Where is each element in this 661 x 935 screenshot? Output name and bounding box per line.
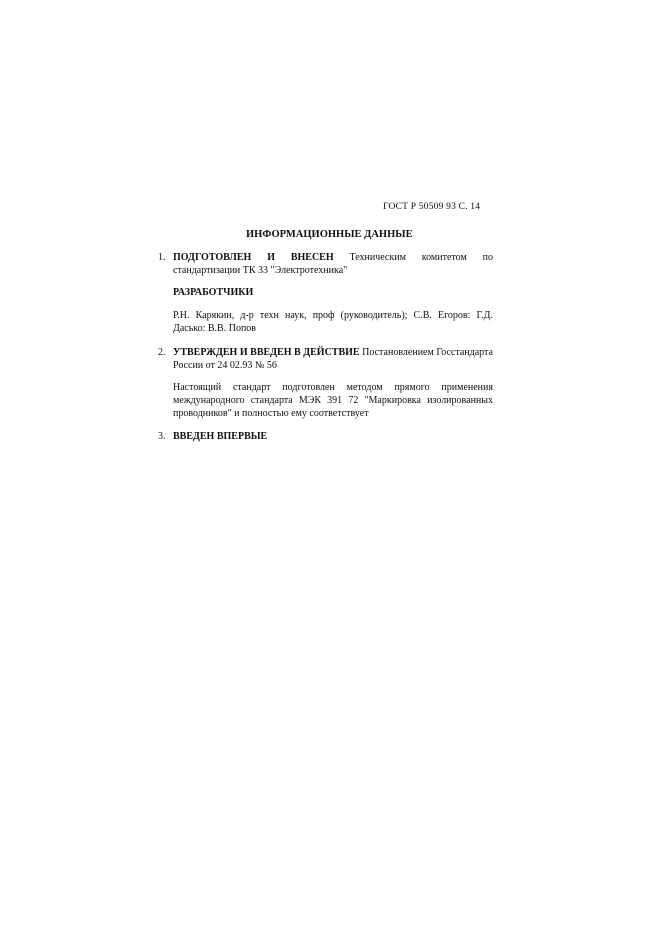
list-item-lead: ПОДГОТОВЛЕН И ВНЕСЕН <box>173 252 334 263</box>
list-item-prepared <box>158 251 493 277</box>
page-header-standard-ref: ГОСТ Р 50509 93 С. 14 <box>383 202 481 212</box>
list-item-introduced <box>158 430 493 443</box>
list-item-body <box>173 430 493 443</box>
developers-list <box>173 309 493 335</box>
list-item-lead: ВВЕДЕН ВПЕРВЫЕ <box>173 431 268 442</box>
list-item-body <box>173 346 493 372</box>
list-item-number: 3. <box>158 431 166 442</box>
list-item-number: 2. <box>158 347 166 358</box>
list-item-body <box>173 251 493 277</box>
page-title: ИНФОРМАЦИОННЫЕ ДАННЫЕ <box>246 229 413 240</box>
developers-text: Р.Н. Карякин, д-р техн наук, проф (руководитель); С.В. Егоров: Г.Д. Дасько: В.В. Попов <box>173 310 493 334</box>
developers-heading: РАЗРАБОТЧИКИ <box>173 287 254 298</box>
list-item-number: 1. <box>158 252 166 263</box>
list-item-lead: УТВЕРЖДЕН И ВВЕДЕН В ДЕЙСТВИЕ <box>173 347 360 358</box>
list-item-text: Постановлением Госстандарта России от 24 02.93 № 56 <box>173 347 493 371</box>
list-item-approved <box>158 346 493 372</box>
list-item-text: Техническим комитетом по стандартизации ТК 33 "Электротехника" <box>173 252 494 276</box>
standard-note-text: Настоящий стандарт подготовлен методом прямого применения международного стандарта МЭК 391 72 "Маркировка изолированных проводников" и полностью ему соответствует <box>173 382 493 419</box>
standard-note <box>173 381 493 420</box>
